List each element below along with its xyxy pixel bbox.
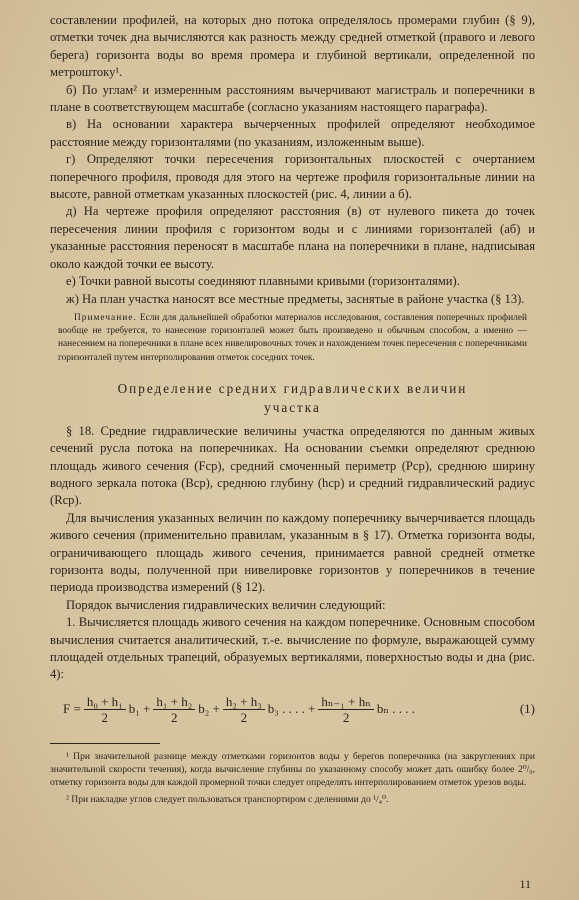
formula-fraction-n: [318, 694, 373, 725]
fraction-numerator: h₂ + h₃: [223, 694, 265, 710]
paragraph-g: г) Определяют точки пересечения горизонтальных плоскостей с очертанием поперечного профиля, проводя для этого на чертеже профиля горизонтальные линии на высоте, равной отметкам указанных плоскостей (рис. 4, линии а б).: [50, 152, 535, 202]
footnote-divider: [50, 743, 160, 744]
fraction-denominator: 2: [101, 709, 109, 725]
formula-lhs: F =: [63, 701, 81, 717]
formula-fraction-3: [223, 694, 265, 725]
fraction-denominator: 2: [342, 709, 350, 725]
equation-number: (1): [519, 701, 535, 717]
formula-b-term: b₃ . . . . +: [267, 701, 316, 717]
fraction-numerator: h₀ + h₁: [84, 694, 126, 710]
note-lead: Примечание.: [74, 312, 137, 323]
paragraph-step-1: 1. Вычисляется площадь живого сечения на каждом поперечнике. Основным способом вычисления считается аналитический, т.-е. вычисление по формуле, выражающей сумму площадей отдельных трапеций, образуемых вертикалями, поверхностью воды и дна (рис. 4):: [50, 615, 535, 682]
paragraph-v: в) На основании характера вычерченных профилей определяют необходимое расстояние между горизонталями (по указаниям, изложенным выше).: [50, 117, 535, 149]
formula-area: [62, 694, 535, 725]
paragraph-zh: ж) На план участка наносят все местные предметы, заснятые в районе участка (§ 13).: [66, 291, 525, 306]
page-number: 11: [519, 877, 531, 891]
footnote-2: ² При накладке углов следует пользоваться транспортиром с делениями до ¹/₄⁰.: [66, 793, 389, 805]
section-heading: Определение средних гидравлических величин: [117, 380, 468, 396]
paragraph-e: е) Точки равной высоты соединяют плавными кривыми (горизонталями).: [66, 274, 460, 289]
footnote-1: ¹ При значительной разнице между отметками горизонтов воды у берегов поперечника (на закруглениях при значительной скорости течения), когда вычисление глубины по указанному способу может дать ошибку более 2⁰/₀, отметку горизонта воды для каждой промерной точки следует определять интерполированием отметок урезов воды.: [50, 750, 535, 788]
formula-fraction-2: [153, 694, 195, 725]
fraction-numerator: hₙ₋₁ + hₙ: [318, 694, 373, 710]
fraction-denominator: 2: [171, 709, 178, 725]
paragraph-calc-method: Для вычисления указанных величин по каждому поперечнику вычерчивается площадь живого сечения (применительно правилам, указанным в § 17). Отметка горизонта воды, ограничивающего площадь живого сечения, принимается равной средней отметке горизонта воды, полученной при нивелировке горизонтов у поперечников в течение периода производства измерений (§ 12).: [50, 510, 535, 595]
note-text: Если для дальнейшей обработки материалов исследования, составления поперечных профилей вообще не требуется, то нанесение горизонталей может быть произведено и обычным способом, а именно — нанесением на поперечники в плане всех нивелировочных точек и нахождением точек пересечения с поперечниками горизонталей путем интерполирования отметок соседних точек.: [58, 312, 528, 363]
paragraph-b: б) По углам² и измеренным расстояниям вычерчивают магистраль и поперечники в плане в соответствующем масштабе (согласно указаниям настоящего параграфа).: [50, 82, 535, 115]
paragraph-order: Порядок вычисления гидравлических величин следующий:: [66, 597, 386, 612]
paragraph-section-18: § 18. Средние гидравлические величины участка определяются по данным живых сечений русла потока на поперечниках. На основании съемки определяют среднюю площадь живого сечения (Fср), средний смоченный периметр (Рср), среднюю ширину водного зеркала потока (Вср), среднюю глубину (hср) и средний гидравлический радиус (Rср).: [50, 423, 535, 508]
formula-fraction-1: [84, 694, 126, 725]
paragraph-continuation: составлении профилей, на которых дно потока определялось промерами глубин (§ 9), отметки точек дна вычисляются как разность между средней отметкой (правого и левого берега) горизонта воды во время промера и глубиной вертикали, определенной по метроштоку¹.: [50, 13, 535, 80]
formula-b-term: b₂ +: [198, 701, 220, 717]
fraction-denominator: 2: [240, 709, 248, 725]
formula-b-term: bₙ . . . .: [376, 701, 416, 717]
formula-b-term: b₁ +: [128, 701, 151, 717]
note-block: [50, 312, 535, 365]
paragraph-d: д) На чертеже профиля определяют расстояния (в) от нулевого пикета до точек пересечения линии профиля с горизонтом воды и с линиями горизонталей (аб) и указанные расстояния переносят в масштабе плана на поперечники в плане, надписывая около каждой точки ее высоту.: [50, 204, 535, 271]
section-heading-line2: участка: [264, 399, 321, 415]
fraction-numerator: h₁ + h₂: [153, 694, 195, 710]
